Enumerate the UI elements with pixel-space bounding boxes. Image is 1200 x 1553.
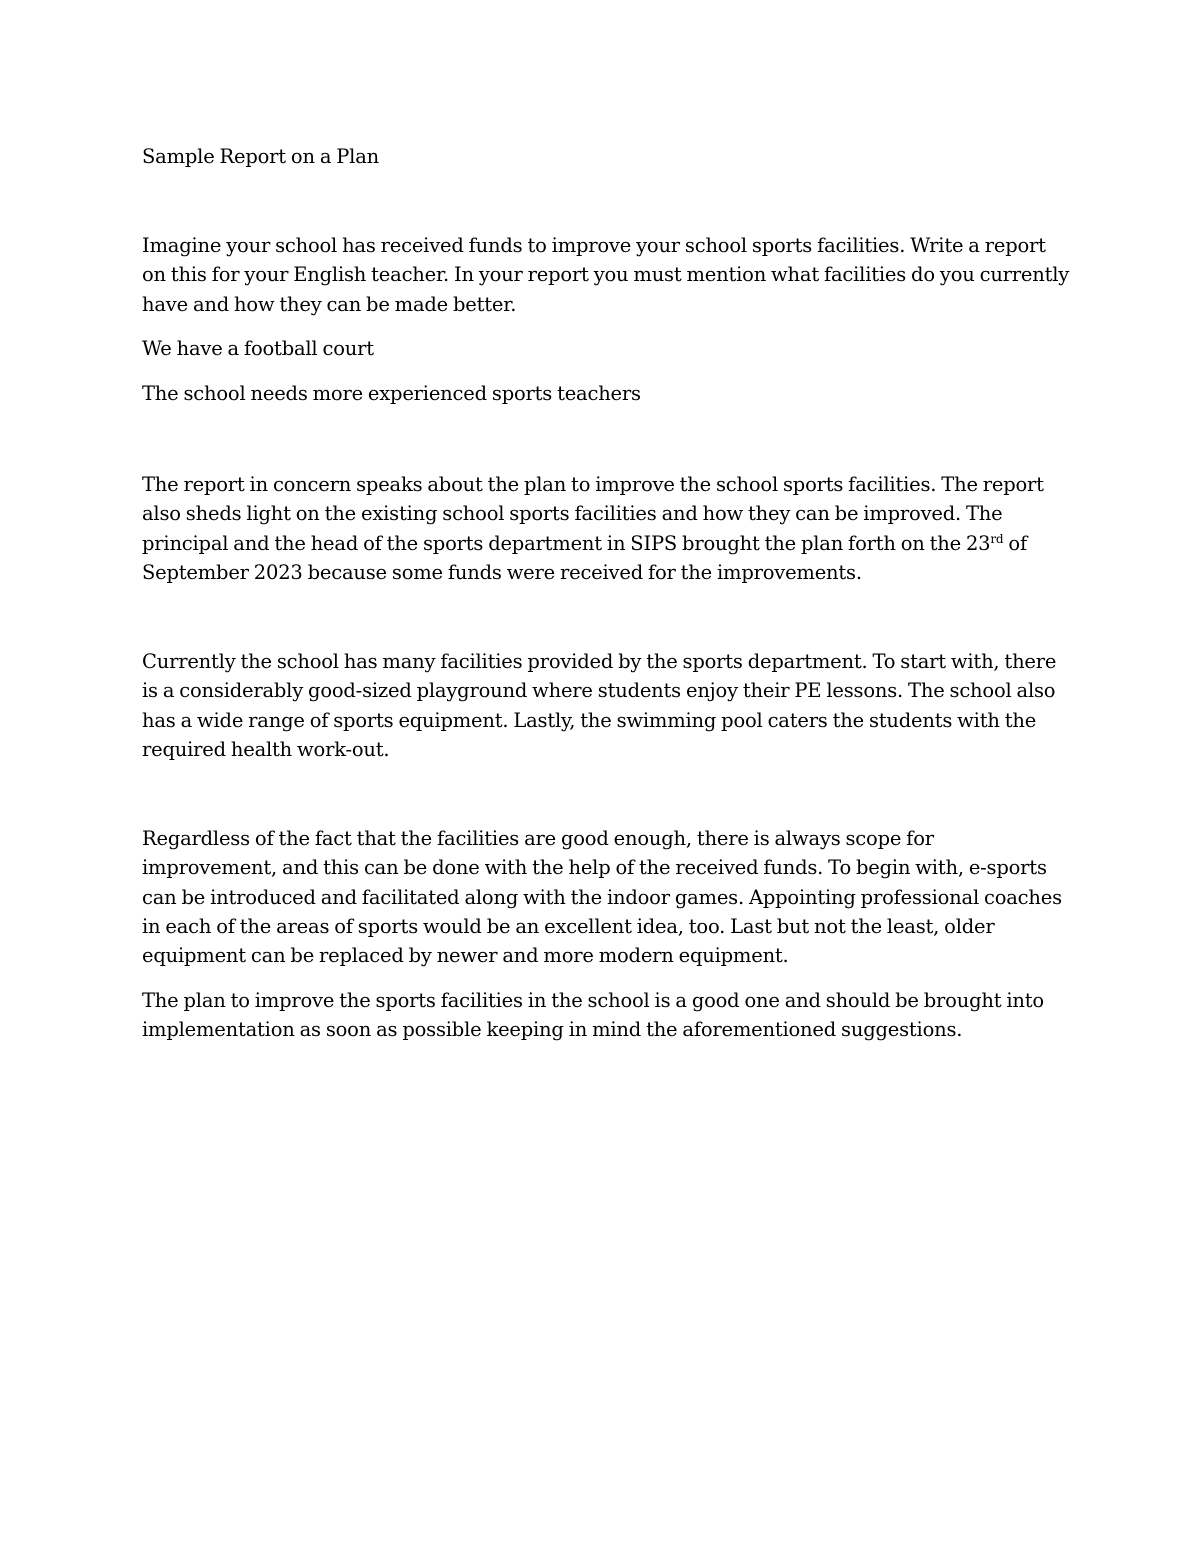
ordinal-suffix: rd xyxy=(990,531,1004,546)
intro-paragraph xyxy=(142,470,1072,587)
intro-text-part1: The report in concern speaks about the plan to improve the school sports facilities. The report also sheds light on the existing school sports facilities and how they can be improved. The principal and the head of the sports department in SIPS brought the plan forth on the 23 xyxy=(142,473,1044,555)
note-football-court: We have a football court xyxy=(142,337,374,360)
note-sports-teachers: The school needs more experienced sports teachers xyxy=(142,382,641,405)
document-title: Sample Report on a Plan xyxy=(142,145,379,168)
intro-text-part2: of September 2023 because some funds were received for the improvements. xyxy=(142,531,1027,584)
improvements-paragraph: Regardless of the fact that the facilities are good enough, there is always scope for improvement, and this can be done with the help of the received funds. To begin with, e-sports can be introduced and facilitated along with the indoor games. Appointing professional coaches in each of the areas of sports would be an excellent idea, too. Last but not the least, older equipment can be replaced by newer and more modern equipment. xyxy=(142,827,1062,968)
current-facilities-paragraph: Currently the school has many facilities provided by the sports department. To start with, there is a considerably good-sized playground where students enjoy their PE lessons. The school also has a wide range of sports equipment. Lastly, the swimming pool caters the students with the required health work-out. xyxy=(142,650,1057,761)
task-prompt: Imagine your school has received funds to improve your school sports facilities. Write a report on this for your English teacher. In your report you must mention what facilities do you currently have and how they can be made better. xyxy=(142,234,1070,316)
conclusion-paragraph: The plan to improve the sports facilities in the school is a good one and should be brought into implementation as soon as possible keeping in mind the aforementioned suggestions. xyxy=(142,989,1044,1042)
